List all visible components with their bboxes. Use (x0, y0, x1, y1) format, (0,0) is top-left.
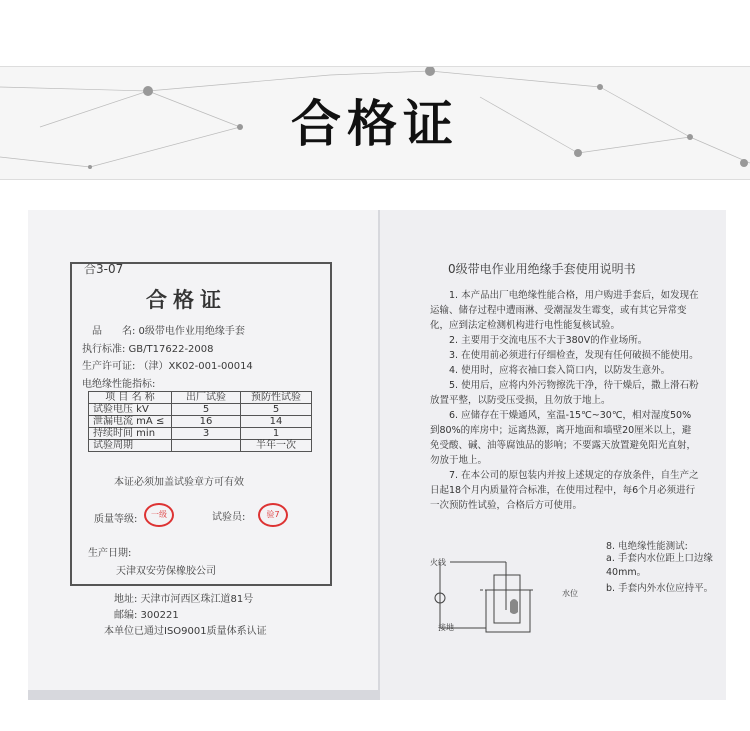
address: 地址: 天津市河西区珠江道81号 (114, 594, 254, 605)
table-row (89, 428, 312, 440)
table-row (89, 416, 312, 428)
inspector-stamp: 验7 (258, 503, 288, 527)
instructions-title: 0级带电作业用绝缘手套使用说明书 (448, 262, 636, 276)
instruction-paragraph: 7. 在本公司的原包装内并按上述规定的存放条件，自生产之日起18个月内质量符合标准，在使用过程中，每6个月必须进行一次预防性试验，合格后方可使用。 (430, 470, 699, 511)
test-item-b: b. 手套内外水位应持平。 (606, 583, 714, 594)
certificate-photo (28, 210, 726, 700)
spec-table (88, 391, 312, 452)
instruction-paragraph: 4. 使用时，应将衣袖口套入筒口内，以防发生意外。 (449, 365, 671, 376)
table-cell: 半年一次 (241, 440, 312, 452)
table-cell: 5 (241, 404, 312, 416)
inspector-label: 试验员: (212, 512, 246, 523)
instruction-paragraph: 5. 使用后，应将内外污物擦洗干净，待干燥后，撒上滑石粉放置平整，以防受压受损，且勿放于地上。 (430, 380, 699, 406)
standard: 执行标准: GB/T17622-2008 (82, 344, 214, 355)
instruction-paragraph: 3. 在使用前必须进行仔细检查，发现有任何破损不能使用。 (449, 350, 699, 361)
form-code: 合3-07 (84, 262, 124, 276)
table-cell: 试验电压 kV (89, 404, 172, 416)
instruction-paragraph: 6. 应储存在干燥通风，室温-15℃~30℃，相对湿度50%到80%的库房中；远离热源，离开地面和墙壁20厘米以上，避免受酸、碱、油等腐蚀品的影响；不要露天放置避免阳光直射，勿放于地上。 (430, 410, 697, 466)
iso-certification: 本单位已通过ISO9001质量体系认证 (104, 626, 267, 637)
test-title: 8. 电绝缘性能测试: (606, 541, 688, 552)
ground-label: 接地 (438, 623, 454, 632)
postcode: 邮编: 300221 (114, 610, 179, 621)
table-row (89, 440, 312, 452)
table-header: 项 目 名 称 (89, 392, 172, 404)
banner-title: 合格证 (291, 95, 459, 153)
table-cell: 3 (172, 428, 241, 440)
table-header: 预防性试验 (241, 392, 312, 404)
certificate-heading: 合格证 (146, 288, 227, 312)
test-item-a: a. 手套内水位距上口边缘40mm。 (606, 553, 713, 578)
table-cell: 持续时间 min (89, 428, 172, 440)
water-level-label: 水位 (562, 589, 578, 598)
certificate-page (28, 210, 378, 690)
table-cell: 16 (172, 416, 241, 428)
production-date: 生产日期: (88, 548, 132, 559)
validity-note: 本证必须加盖试验章方可有效 (114, 477, 244, 488)
license: 生产许可证: （津）XK02-001-00014 (82, 361, 253, 372)
instruction-paragraph: 2. 主要用于交流电压不大于380V的作业场所。 (449, 335, 648, 346)
table-cell: 14 (241, 416, 312, 428)
table-cell: 泄漏电流 mA ≤ (89, 416, 172, 428)
company-name: 天津双安劳保橡胶公司 (116, 566, 216, 577)
table-row (89, 404, 312, 416)
quality-label: 质量等级: (94, 514, 138, 525)
instruction-paragraph: 1. 本产品出厂电绝缘性能合格，用户购进手套后，如发现在运输、储存过程中遭雨淋、受潮湿发生霉变，或有其它异常变化，应到法定检测机构进行电性能复核试验。 (430, 290, 699, 331)
instructions-page (380, 210, 726, 700)
quality-stamp: 一级 (144, 503, 174, 527)
table-cell: 试验周期 (89, 440, 172, 452)
table-cell: 1 (241, 428, 312, 440)
table-header-row (89, 392, 312, 404)
product-name: 品 名: 0级带电作业用绝缘手套 (92, 326, 245, 337)
table-header: 出厂试验 (172, 392, 241, 404)
table-cell: 5 (172, 404, 241, 416)
perf-title: 电绝缘性能指标: (82, 379, 156, 390)
instructions-text (430, 288, 700, 513)
table-cell (172, 440, 241, 452)
fire-wire-label: 火线 (430, 558, 446, 567)
